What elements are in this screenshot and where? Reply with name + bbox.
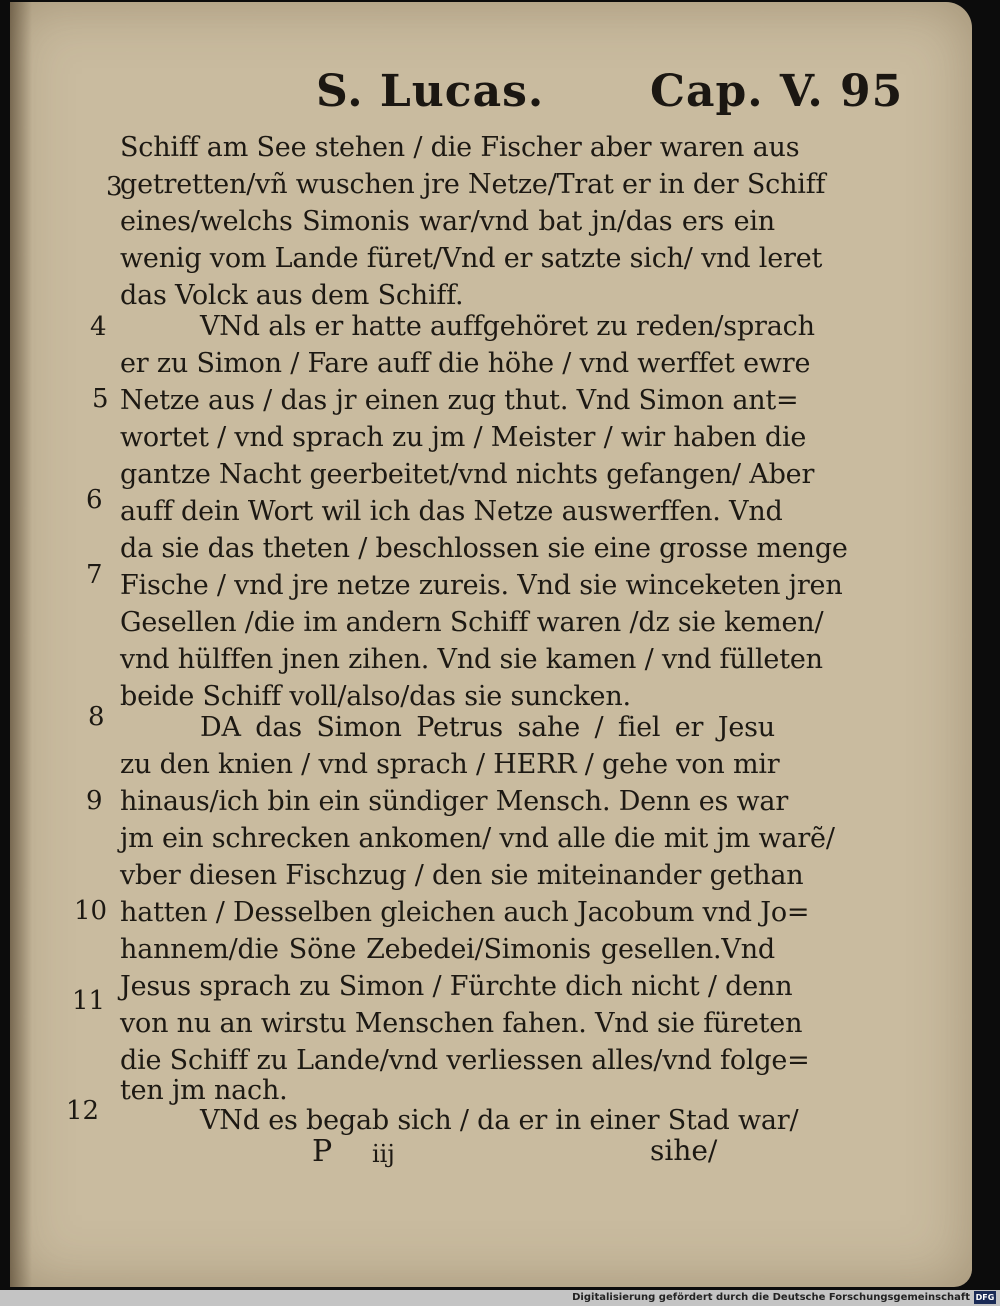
footer-bar xyxy=(0,1290,1000,1306)
catchword: sihe/ xyxy=(650,1134,718,1167)
running-head-book: S. Lucas. xyxy=(316,66,545,117)
text-line: beide Schiff voll/also/das sie suncken. xyxy=(120,681,631,712)
text-line: hinaus/ich bin ein sündiger Mensch. Denn es war xyxy=(120,786,789,817)
text-line: vber diesen Fischzug / den sie miteinander gethan xyxy=(120,860,804,891)
text-line: getretten/vñ wuschen jre Netze/Trat er in der Schiff xyxy=(120,169,826,200)
text-line: er zu Simon / Fare auff die höhe / vnd werffet ewre xyxy=(120,348,811,379)
verse-number: 5 xyxy=(92,384,109,414)
verse-number: 10 xyxy=(74,896,108,926)
verse-number: 7 xyxy=(86,560,103,590)
verse-number: 8 xyxy=(88,702,105,732)
text-line: gantze Nacht geerbeitet/vnd nichts gefangen/ Aber xyxy=(120,459,815,490)
text-line: Gesellen /die im andern Schiff waren /dz sie kemen/ xyxy=(120,607,824,638)
running-head-chapter-page: Cap. V. 95 xyxy=(650,66,904,117)
verse-number: 12 xyxy=(66,1096,100,1126)
verse-number: 9 xyxy=(86,786,103,816)
text-line: wortet / vnd sprach zu jm / Meister / wir haben die xyxy=(120,422,807,453)
text-line: hannem/die Söne Zebedei/Simonis gesellen.Vnd xyxy=(120,934,775,965)
text-line: auff dein Wort wil ich das Netze auswerffen. Vnd xyxy=(120,496,783,527)
text-line: hatten / Desselben gleichen auch Jacobum vnd Jo= xyxy=(120,897,810,928)
verse-number: 11 xyxy=(72,986,106,1016)
text-line: das Volck aus dem Schiff. xyxy=(120,280,464,311)
text-line: jm ein schrecken ankomen/ vnd alle die mit jm warẽ/ xyxy=(120,823,835,854)
text-line: VNd als er hatte auffgehöret zu reden/sprach xyxy=(200,311,815,342)
verse-number: 4 xyxy=(90,312,107,342)
signature-mark: P xyxy=(312,1134,333,1169)
signature-number: iij xyxy=(372,1140,395,1168)
text-line: wenig vom Lande füret/Vnd er satzte sich/ vnd leret xyxy=(120,243,823,274)
text-line: ten jm nach. xyxy=(120,1075,288,1106)
text-line: die Schiff zu Lande/vnd verliessen alles/vnd folge= xyxy=(120,1045,810,1076)
text-line: da sie das theten / beschlossen sie eine grosse menge xyxy=(120,533,848,564)
text-line: eines/welchs Simonis war/vnd bat jn/das ers ein xyxy=(120,206,775,237)
text-line: Fische / vnd jre netze zureis. Vnd sie winceketen jren xyxy=(120,570,843,601)
text-line: vnd hülffen jnen zihen. Vnd sie kamen / vnd fülleten xyxy=(120,644,823,675)
funding-credit: Digitalisierung gefördert durch die Deutsche Forschungsgemeinschaft xyxy=(572,1292,970,1303)
text-line: Netze aus / das jr einen zug thut. Vnd Simon ant= xyxy=(120,385,799,416)
text-line: Schiff am See stehen / die Fischer aber waren aus xyxy=(120,132,800,163)
text-line: VNd es begab sich / da er in einer Stad war/ xyxy=(200,1105,799,1136)
verse-number: 3 xyxy=(106,172,123,202)
text-line: zu den knien / vnd sprach / HERR / gehe von mir xyxy=(120,749,780,780)
text-line: von nu an wirstu Menschen fahen. Vnd sie füreten xyxy=(120,1008,803,1039)
text-line: Jesus sprach zu Simon / Fürchte dich nicht / denn xyxy=(120,971,793,1002)
verse-number: 6 xyxy=(86,485,103,515)
text-line: DA das Simon Petrus sahe / fiel er Jesu xyxy=(200,712,775,743)
dfg-logo: DFG xyxy=(975,1293,995,1302)
